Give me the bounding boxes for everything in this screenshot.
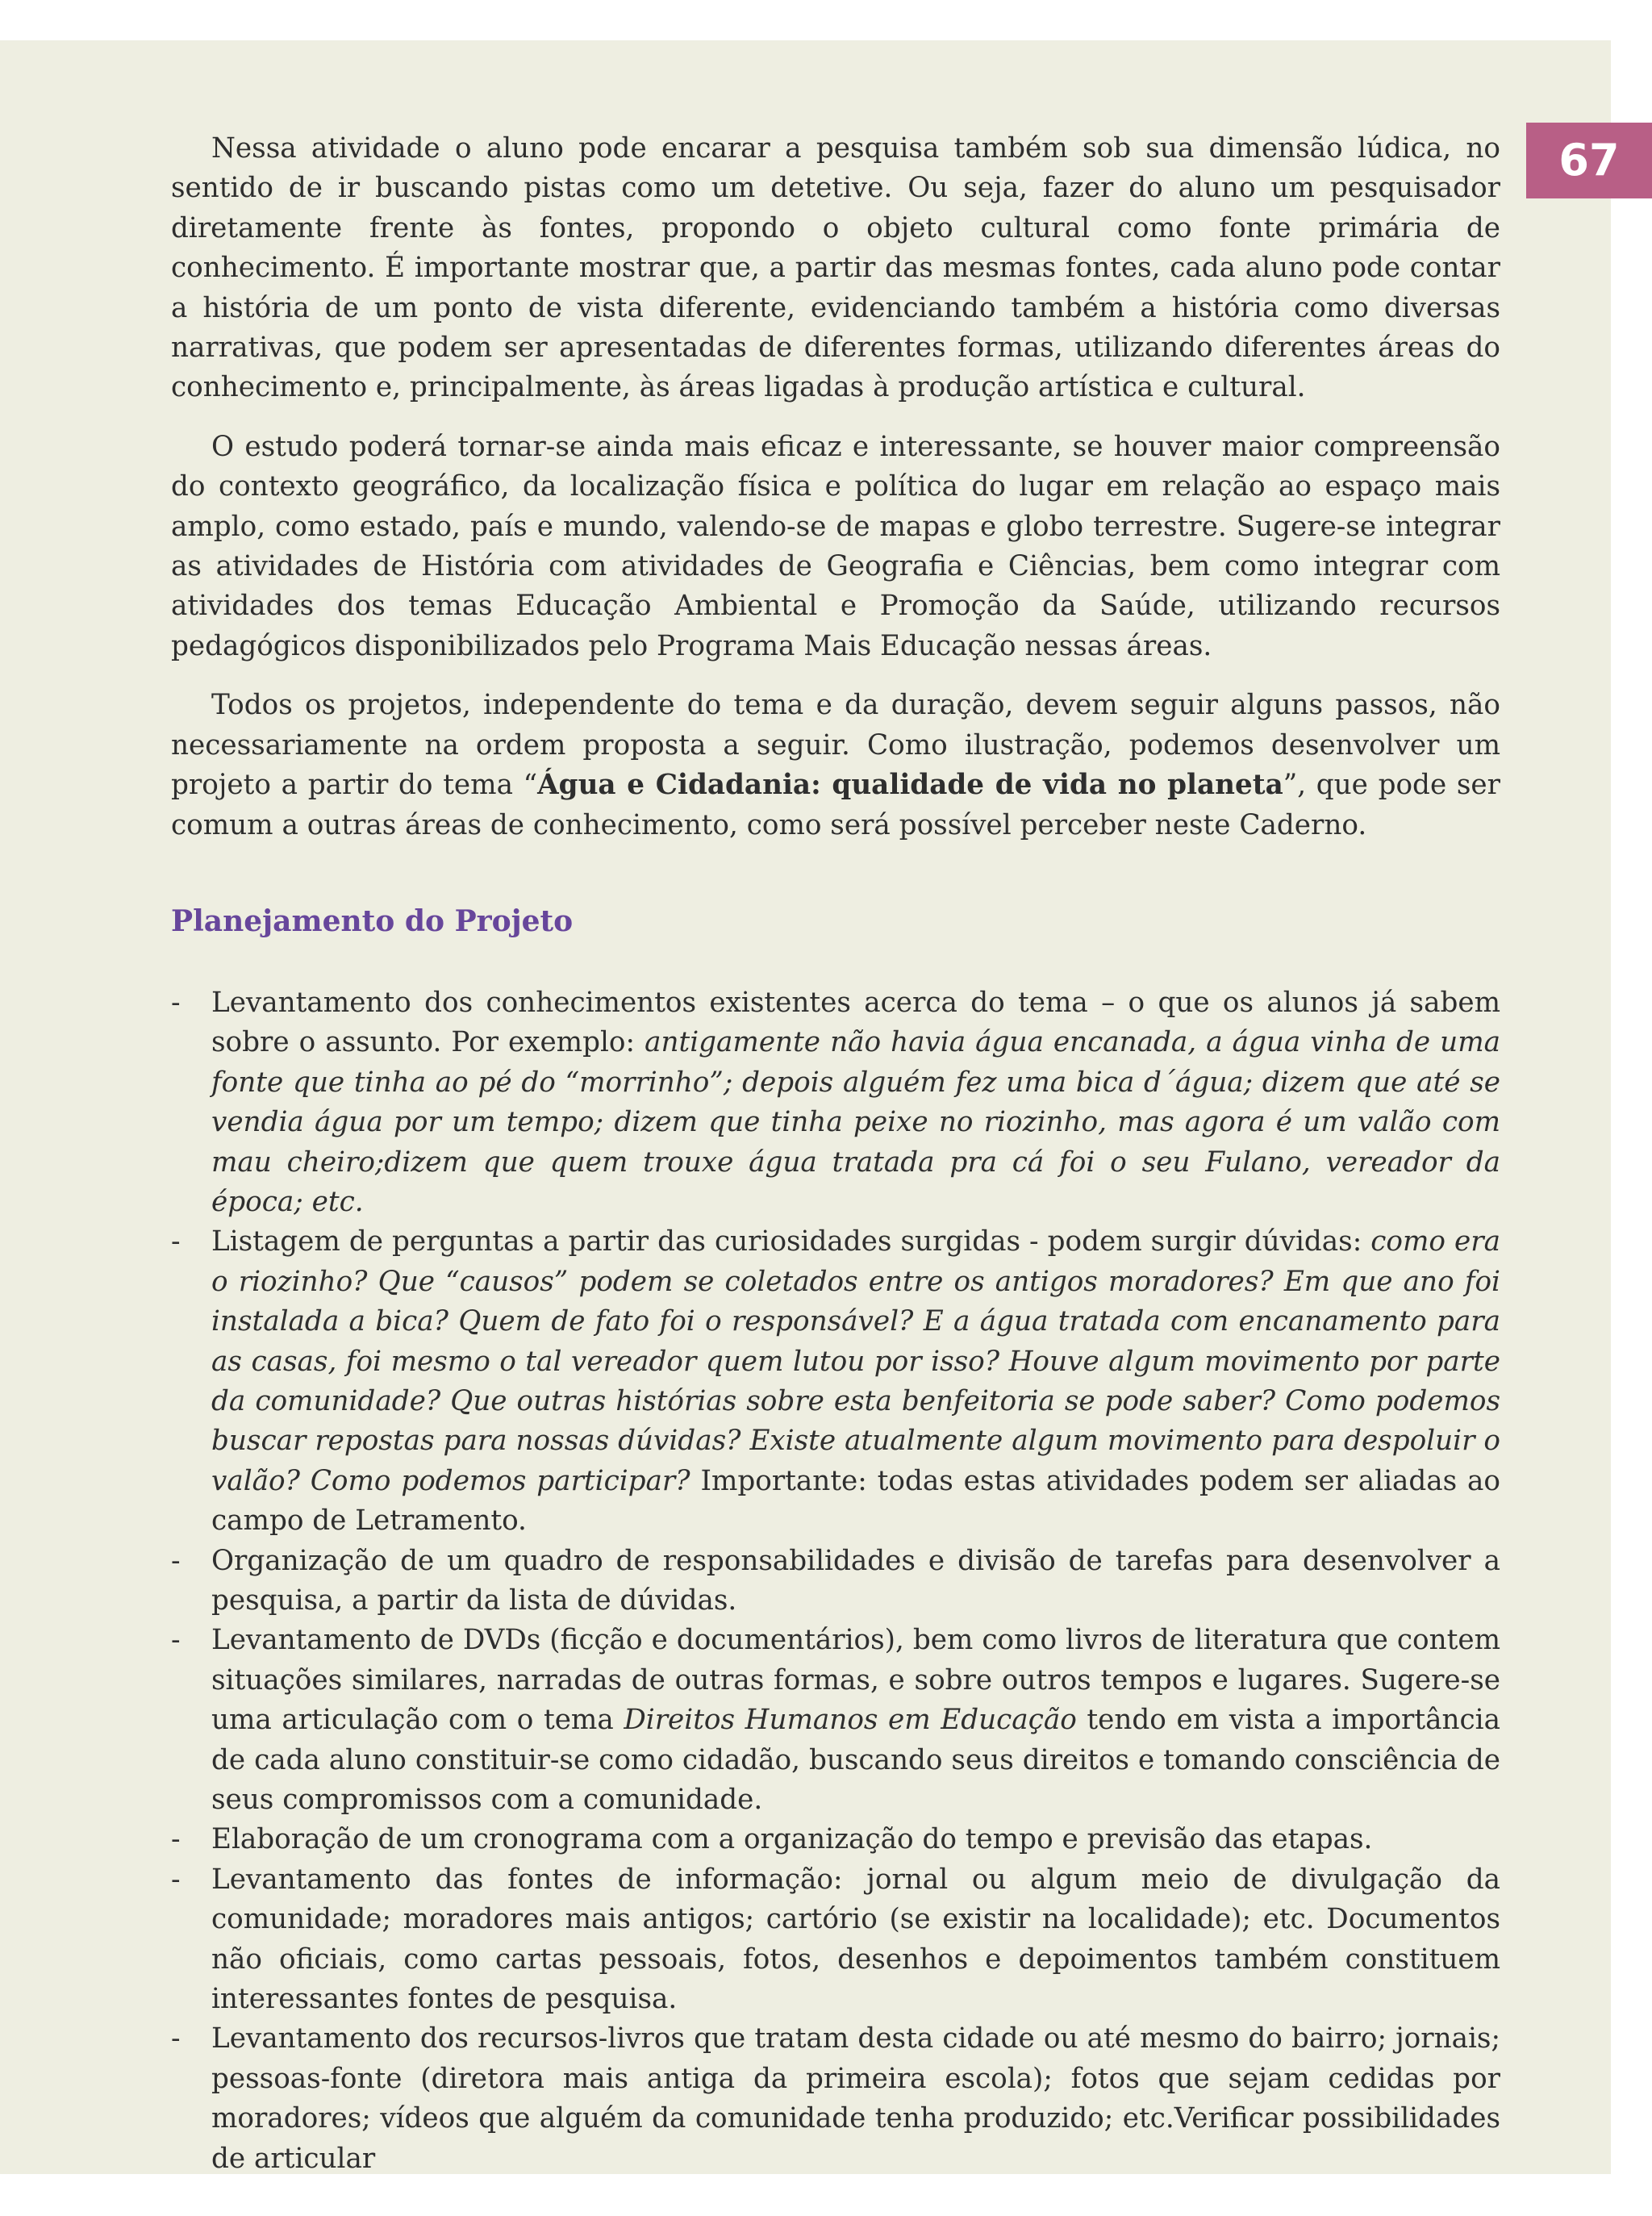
bullet-dash: - (171, 1544, 181, 1577)
bullet-dash: - (171, 986, 181, 1019)
item-text: Elaboração de um cronograma com a organização do tempo e previsão das etapas. (211, 1823, 1373, 1856)
list-item (171, 1820, 1500, 1859)
item-text: Levantamento de DVDs (ficção e documentários), bem como livros de literatura que contem situações similares, narradas de outras formas, e sobre outros tempos e lugares. Sugere-se uma articulação com o tema (211, 1624, 1500, 1737)
item-text-end: Importante: todas estas atividades podem ser aliadas ao campo de Letramento. (211, 1464, 1500, 1538)
planning-steps-list (171, 983, 1500, 2179)
item-text: Levantamento dos recursos-livros que tratam desta cidade ou até mesmo do bairro; jornais; pessoas-fonte (diretora mais antiga da primeira escola); fotos que sejam cedidas por moradores; vídeos que alguém da comunidade tenha produzido; etc.Verificar possibilidades de articular (211, 2022, 1500, 2175)
paragraph-3-text: Todos os projetos, independente do tema e da duração, devem seguir alguns passos, não necessariamente na ordem proposta a seguir. Como ilustração, podemos desenvolver um projeto a partir do tema “ (171, 689, 1500, 802)
theme-title: Água e Cidadania: qualidade de vida no planeta (537, 769, 1283, 802)
item-text-end: tendo em vista a importância de cada aluno constituir-se como cidadão, buscando seus direitos e tomando consciência de seus compromissos com a comunidade. (211, 1704, 1500, 1817)
list-item (171, 1621, 1500, 1820)
list-item (171, 1542, 1500, 1621)
section-title: Planejamento do Projeto (171, 904, 574, 938)
list-item (171, 1222, 1500, 1541)
list-item (171, 2019, 1500, 2179)
list-item (171, 983, 1500, 1222)
paragraph-3 (171, 686, 1500, 845)
paragraph-1: Nessa atividade o aluno pode encarar a pesquisa também sob sua dimensão lúdica, no sentido de ir buscando pistas como um detetive. Ou seja, fazer do aluno um pesquisador diretamente frente às fontes, propondo o objeto cultural como fonte primária de conhecimento. É importante mostrar que, a partir das mesmas fontes, cada aluno pode contar a história de um ponto de vista diferente, evidenciando também a história como diversas narrativas, que podem ser apresentadas de diferentes formas, utilizando diferentes áreas do conhecimento e, principalmente, às áreas ligadas à produção artística e cultural. (171, 132, 1500, 404)
bullet-dash: - (171, 1823, 181, 1856)
list-item (171, 1860, 1500, 2020)
bullet-dash: - (171, 2022, 181, 2055)
item-example: antigamente não havia água encanada, a água vinha de uma fonte que tinha ao pé do “morrinho”; depois alguém fez uma bica d´água; dizem que até se vendia água por um tempo; dizem que tinha peixe no riozinho, mas agora é um valão com mau cheiro;dizem que quem trouxe água tratada pra cá foi o seu Fulano, vereador da época; etc. (211, 1026, 1500, 1218)
page-number-badge: 67 (1526, 123, 1652, 198)
item-questions: como era o riozinho? Que “causos” podem se coletados entre os antigos moradores? Em que ano foi instalada a bica? Quem de fato foi o responsável? E a água tratada com encanamento para as casas, foi mesmo o tal vereador quem lutou por isso? Houve algum movimento por parte da comunidade? Que outras histórias sobre esta benfeitoria se pode saber? Como podemos buscar repostas para nossas dúvidas? Existe atualmente algum movimento para despoluir o valão? Como podemos participar? (211, 1225, 1501, 1497)
page-content (171, 129, 1500, 2179)
bullet-dash: - (171, 1225, 181, 1258)
item-text: Listagem de perguntas a partir das curiosidades surgidas - podem surgir dúvidas: (211, 1225, 1371, 1258)
paragraph-3-text-end: ”, que pode ser comum a outras áreas de conhecimento, como será possível perceber neste Caderno. (171, 769, 1500, 841)
bullet-dash: - (171, 1863, 181, 1896)
item-text: Levantamento dos conhecimentos existentes acerca do tema – o que os alunos já sabem sobre o assunto. Por exemplo: (211, 986, 1500, 1059)
bullet-dash: - (171, 1624, 181, 1657)
paragraph-2: O estudo poderá tornar-se ainda mais eficaz e interessante, se houver maior compreensão do contexto geográfico, da localização física e política do lugar em relação ao espaço mais amplo, como estado, país e mundo, valendo-se de mapas e globo terrestre. Sugere-se integrar as atividades de História com atividades de Geografia e Ciências, bem como integrar com atividades dos temas Educação Ambiental e Promoção da Saúde, utilizando recursos pedagógicos disponibilizados pelo Programa Mais Educação nessas áreas. (171, 430, 1500, 662)
item-text: Organização de um quadro de responsabilidades e divisão de tarefas para desenvolver a pesquisa, a partir da lista de dúvidas. (211, 1544, 1500, 1617)
item-theme: Direitos Humanos em Educação (624, 1704, 1077, 1737)
item-text: Levantamento das fontes de informação: jornal ou algum meio de divulgação da comunidade; moradores mais antigos; cartório (se existir na localidade); etc. Documentos não oficiais, como cartas pessoais, fotos, desenhos e depoimentos também constituem interessantes fontes de pesquisa. (211, 1863, 1500, 2016)
